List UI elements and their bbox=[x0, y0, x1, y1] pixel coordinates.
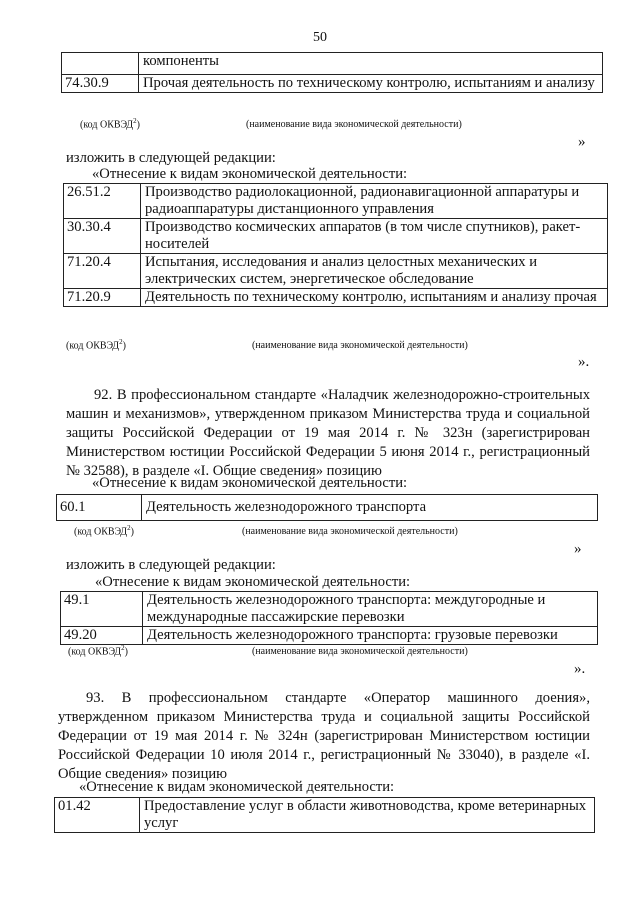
page-number: 50 bbox=[313, 30, 327, 45]
okved-activity-name: Деятельность железнодорожного транспорта bbox=[142, 495, 598, 521]
okved-table-5 bbox=[54, 797, 595, 833]
okved-table-4 bbox=[60, 591, 598, 645]
table-row bbox=[62, 53, 603, 75]
paragraph-93: 93. В профессиональном стандарте «Оператор машинного доения», утвержденном приказом Министерства труда и социальной защиты Российской Федерации от 19 мая 2014 г. № 324н (зарегистрирован Министерством юстиции Российской Федерации 10 июля 2014 г., регистрационный № 33040), в разделе «I. Общие сведения» позицию bbox=[58, 690, 590, 782]
okved-activity-name: Прочая деятельность по техническому контролю, испытаниям и анализу bbox=[139, 75, 603, 93]
okved-activity-name: Предоставление услуг в области животноводства, кроме ветеринарных услуг bbox=[140, 798, 595, 833]
table-row bbox=[57, 495, 598, 521]
table-row bbox=[61, 627, 598, 645]
okved-activity-name: Производство космических аппаратов (в том числе спутников), ракет-носителей bbox=[141, 219, 608, 254]
okved-activity-name: Деятельность по техническому контролю, испытаниям и анализу прочая bbox=[141, 289, 608, 307]
okved-code: 49.1 bbox=[61, 592, 143, 627]
intro-new-edition: изложить в следующей редакции: bbox=[66, 557, 276, 573]
okved-table-1 bbox=[61, 52, 603, 93]
activity-name-caption: (наименование вида экономической деятельности) bbox=[242, 526, 458, 537]
intro-relation: «Отнесение к видам экономической деятельности: bbox=[95, 574, 411, 590]
okved-code: 26.51.2 bbox=[64, 184, 141, 219]
okved-activity-name: Производство радиолокационной, радионавигационной аппаратуры и радиоаппаратуры дистанционного управления bbox=[141, 184, 608, 219]
intro-relation: «Отнесение к видам экономической деятельности: bbox=[92, 166, 408, 182]
closing-quote: ». bbox=[574, 661, 586, 677]
okved-activity-name: Испытания, исследования и анализ целостных механических и электрических систем, энергетическое обследование bbox=[141, 254, 608, 289]
table-row bbox=[61, 592, 598, 627]
okved-code: 71.20.9 bbox=[64, 289, 141, 307]
paragraph-92: 92. В профессиональном стандарте «Наладчик железнодорожно-строительных машин и механизмов», утвержденном приказом Министерства труда и социальной защиты Российской Федерации от 19 мая 2014 г. № 323н (зарегистрирован Министерством юстиции Российской Федерации 5 июня 2014 г., регистрационный № 32588), в разделе «I. Общие сведения» позицию bbox=[66, 387, 590, 479]
okved-code-caption: (код ОКВЭД$^2$) bbox=[80, 117, 140, 131]
okved-code-caption: (код ОКВЭД$^2$) bbox=[66, 338, 126, 352]
okved-code bbox=[62, 53, 139, 75]
okved-code: 74.30.9 bbox=[62, 75, 139, 93]
intro-relation: «Отнесение к видам экономической деятельности: bbox=[92, 475, 408, 491]
table-row bbox=[64, 289, 608, 307]
okved-code-caption: (код ОКВЭД$^2$) bbox=[68, 644, 128, 658]
activity-name-caption: (наименование вида экономической деятельности) bbox=[252, 340, 468, 351]
okved-code: 49.20 bbox=[61, 627, 143, 645]
activity-name-caption: (наименование вида экономической деятельности) bbox=[252, 646, 468, 657]
okved-code: 01.42 bbox=[55, 798, 140, 833]
closing-quote: » bbox=[574, 541, 582, 557]
okved-activity-name: компоненты bbox=[139, 53, 603, 75]
okved-table-2 bbox=[63, 183, 608, 307]
okved-activity-name: Деятельность железнодорожного транспорта: грузовые перевозки bbox=[143, 627, 598, 645]
okved-code: 60.1 bbox=[57, 495, 142, 521]
table-row bbox=[64, 219, 608, 254]
okved-code: 71.20.4 bbox=[64, 254, 141, 289]
okved-table-3 bbox=[56, 494, 598, 521]
intro-new-edition: изложить в следующей редакции: bbox=[66, 150, 276, 166]
okved-code: 30.30.4 bbox=[64, 219, 141, 254]
okved-code-caption: (код ОКВЭД$^2$) bbox=[74, 524, 134, 538]
closing-quote: » bbox=[578, 134, 586, 150]
table-row bbox=[62, 75, 603, 93]
table-row bbox=[64, 184, 608, 219]
table-row bbox=[55, 798, 595, 833]
intro-relation: «Отнесение к видам экономической деятельности: bbox=[79, 779, 395, 795]
closing-quote: ». bbox=[578, 354, 590, 370]
okved-activity-name: Деятельность железнодорожного транспорта: междугородные и международные пассажирские перевозки bbox=[143, 592, 598, 627]
activity-name-caption: (наименование вида экономической деятельности) bbox=[246, 119, 462, 130]
table-row bbox=[64, 254, 608, 289]
